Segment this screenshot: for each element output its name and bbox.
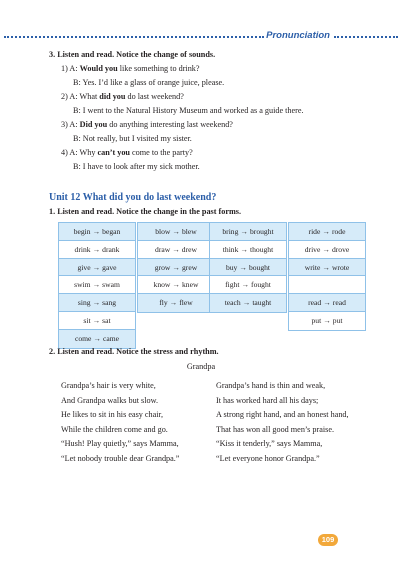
arrow-icon: → (323, 298, 331, 308)
poem-stanza-right (216, 379, 349, 467)
verb-pair-empty (289, 276, 365, 294)
verb-pair: ride → rode (289, 223, 365, 241)
verb-pair: teach → taught (210, 294, 286, 312)
dialog-4-b: B: I have to look after my sick mother. (73, 162, 200, 171)
verb-pair: write → wrote (289, 259, 365, 277)
poem-line: A strong right hand, and an honest hand, (216, 410, 349, 420)
header-dotted-rule-left (4, 36, 264, 38)
arrow-icon: → (172, 280, 180, 290)
exercise-3-heading: 3. Listen and read. Notice the change of sounds. (49, 50, 216, 59)
arrow-icon: → (172, 262, 180, 272)
page-number-badge: 109 (318, 534, 338, 546)
poem-line: That has won all good men’s praise. (216, 424, 335, 434)
poem-line: He likes to sit in his easy chair, (61, 410, 163, 420)
poem-line: Grandpa’s hair is very white, (61, 381, 156, 390)
poem-line: “Hush! Play quietly,” says Mamma, (61, 439, 179, 449)
verb-pair: sit → sat (59, 312, 135, 330)
dialog-2-a: 2) A: What did you do last weekend? (61, 92, 184, 101)
page-header (0, 31, 402, 43)
poem-title: Grandpa (186, 362, 216, 371)
exercise-3 (49, 48, 304, 174)
poem-line: While the children come and go. (61, 424, 168, 434)
verb-pair: draw → drew (138, 241, 214, 259)
arrow-icon: → (169, 298, 178, 308)
verb-pair: think → thought (210, 241, 286, 259)
arrow-icon: → (322, 262, 330, 272)
verb-column-1 (58, 222, 136, 349)
arrow-icon: → (241, 280, 250, 290)
poem-line: It has worked hard all his days; (216, 395, 319, 405)
verb-pair: bring → brought (210, 223, 286, 241)
poem-line: “Let everyone honor Grandpa.” (216, 453, 320, 463)
poem-line: And Grandpa walks but slow. (61, 395, 159, 405)
poem-line: “Let nobody trouble dear Grandpa.” (61, 453, 180, 463)
verb-pair: sing → sang (59, 294, 135, 312)
poem-stanza-left (61, 379, 179, 467)
arrow-icon: → (322, 227, 330, 236)
arrow-icon: → (239, 262, 247, 272)
verb-pair: come → came (59, 330, 135, 348)
verb-pair: drive → drove (289, 241, 365, 259)
verb-pair: put → put (289, 312, 365, 330)
verb-column-2 (137, 222, 215, 313)
verb-pair: fly → flew (138, 294, 214, 312)
verb-pair: blow → blew (138, 223, 214, 241)
arrow-icon: → (93, 333, 101, 343)
arrow-icon: → (92, 262, 101, 272)
verb-pair: read → read (289, 294, 365, 312)
verb-pair: swim → swam (59, 276, 135, 294)
arrow-icon: → (92, 298, 101, 308)
exercise-2-heading: 2. Listen and read. Notice the stress and rhythm. (49, 347, 219, 356)
arrow-icon: → (240, 244, 248, 254)
verb-column-3 (209, 222, 287, 313)
dialog-1-a: 1) A: Would you like something to drink? (61, 64, 200, 73)
arrow-icon: → (92, 280, 101, 290)
verb-pair: fight → fought (210, 276, 286, 294)
arrow-icon: → (92, 227, 101, 236)
poem-line: Grandpa’s hand is thin and weak, (216, 381, 326, 390)
arrow-icon: → (242, 298, 251, 308)
arrow-icon: → (172, 227, 180, 236)
arrow-icon: → (92, 244, 101, 254)
verb-pair: begin → began (59, 223, 135, 241)
dialog-2-b: B: I went to the Natural History Museum and worked as a guide there. (73, 106, 304, 115)
header-title: Pronunciation (266, 30, 330, 41)
arrow-icon: → (323, 315, 331, 325)
unit-title: Unit 12 What did you do last weekend? (49, 192, 217, 203)
arrow-icon: → (92, 315, 101, 325)
dialog-1-b: B: Yes. I’d like a glass of orange juice, please. (73, 78, 225, 87)
verb-pair: drink → drank (59, 241, 135, 259)
verb-pair: buy → bought (210, 259, 286, 277)
dialog-3-b: B: Not really, but I visited my sister. (73, 134, 192, 143)
dialog-4-a: 4) A: Why can’t you come to the party? (61, 148, 193, 157)
verb-pair: know → knew (138, 276, 214, 294)
header-dotted-rule-right (334, 36, 398, 38)
arrow-icon: → (240, 227, 248, 236)
poem-line: “Kiss it tenderly,” says Mamma, (216, 439, 323, 449)
arrow-icon: → (172, 244, 180, 254)
dialog-3-a: 3) A: Did you do anything interesting last weekend? (61, 120, 233, 129)
verb-pair: give → gave (59, 259, 135, 277)
verb-pair: grow → grew (138, 259, 214, 277)
verb-column-4 (288, 222, 366, 331)
arrow-icon: → (322, 244, 330, 254)
exercise-1-heading: 1. Listen and read. Notice the change in the past forms. (49, 207, 242, 216)
